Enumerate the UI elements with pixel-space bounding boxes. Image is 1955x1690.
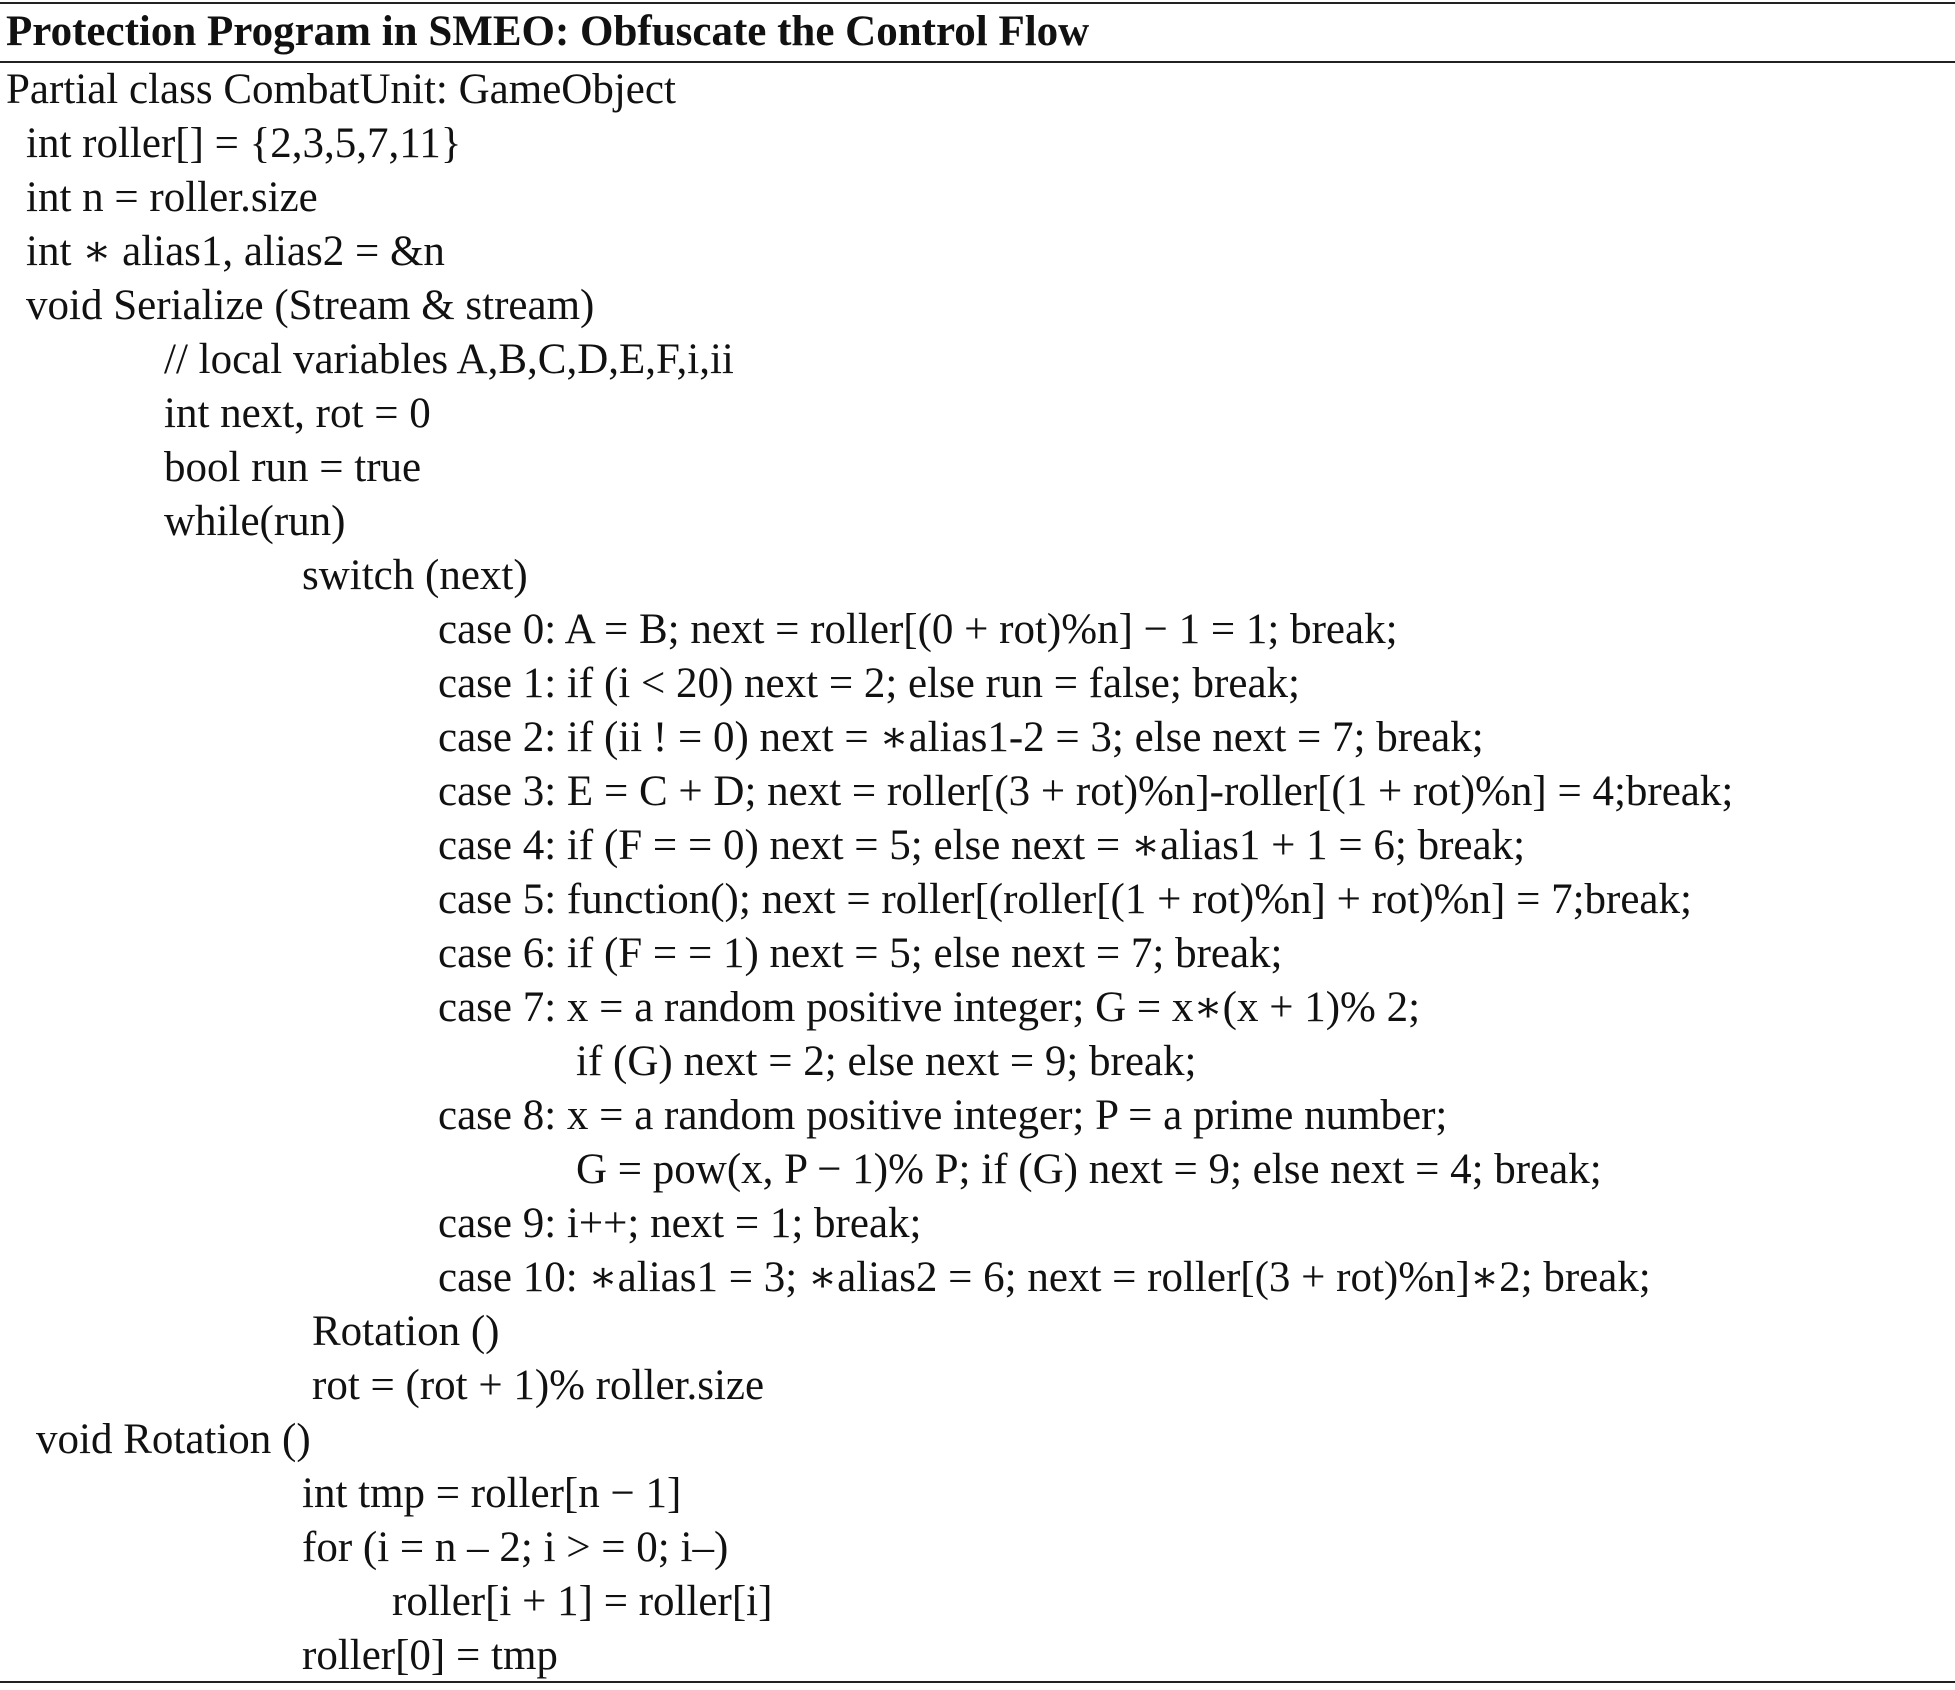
code-line: roller[i + 1] = roller[i] xyxy=(392,1578,773,1625)
top-rule xyxy=(0,2,1955,4)
code-line: // local variables A,B,C,D,E,F,i,ii xyxy=(164,336,734,383)
code-line: void Rotation () xyxy=(36,1416,311,1463)
code-line: case 2: if (ii ! = 0) next = ∗alias1-2 = 3; else next = 7; break; xyxy=(438,714,1484,761)
code-line: G = pow(x, P − 1)% P; if (G) next = 9; else next = 4; break; xyxy=(576,1146,1602,1193)
code-line: int next, rot = 0 xyxy=(164,390,431,437)
code-line: case 7: x = a random positive integer; G = x∗(x + 1)% 2; xyxy=(438,984,1421,1031)
code-line: void Serialize (Stream & stream) xyxy=(26,282,595,329)
bottom-rule xyxy=(0,1681,1955,1683)
code-line: int tmp = roller[n − 1] xyxy=(302,1470,682,1517)
code-line: case 0: A = B; next = roller[(0 + rot)%n] − 1 = 1; break; xyxy=(438,606,1398,653)
code-line: case 3: E = C + D; next = roller[(3 + rot)%n]-roller[(1 + rot)%n] = 4;break; xyxy=(438,768,1734,815)
code-line: case 9: i++; next = 1; break; xyxy=(438,1200,922,1247)
code-line: rot = (rot + 1)% roller.size xyxy=(312,1362,765,1409)
listing-title: Protection Program in SMEO: Obfuscate the Control Flow xyxy=(6,8,1090,55)
code-line: case 4: if (F = = 0) next = 5; else next = ∗alias1 + 1 = 6; break; xyxy=(438,822,1526,869)
code-line: case 8: x = a random positive integer; P = a prime number; xyxy=(438,1092,1448,1139)
code-line: int ∗ alias1, alias2 = &n xyxy=(26,228,445,275)
code-line: int roller[] = {2,3,5,7,11} xyxy=(26,120,462,167)
code-line: while(run) xyxy=(164,498,346,545)
code-line: switch (next) xyxy=(302,552,528,599)
code-line: Partial class CombatUnit: GameObject xyxy=(6,66,676,113)
code-line: Rotation () xyxy=(312,1308,500,1355)
code-line: bool run = true xyxy=(164,444,422,491)
code-line: case 6: if (F = = 1) next = 5; else next = 7; break; xyxy=(438,930,1283,977)
code-line: for (i = n – 2; i > = 0; i–) xyxy=(302,1524,729,1571)
code-line: case 5: function(); next = roller[(roller[(1 + rot)%n] + rot)%n] = 7;break; xyxy=(438,876,1692,923)
code-line: if (G) next = 2; else next = 9; break; xyxy=(576,1038,1197,1085)
code-line: int n = roller.size xyxy=(26,174,318,221)
code-line: roller[0] = tmp xyxy=(302,1632,558,1679)
code-line: case 10: ∗alias1 = 3; ∗alias2 = 6; next = roller[(3 + rot)%n]∗2; break; xyxy=(438,1254,1651,1301)
code-line: case 1: if (i < 20) next = 2; else run = false; break; xyxy=(438,660,1300,707)
